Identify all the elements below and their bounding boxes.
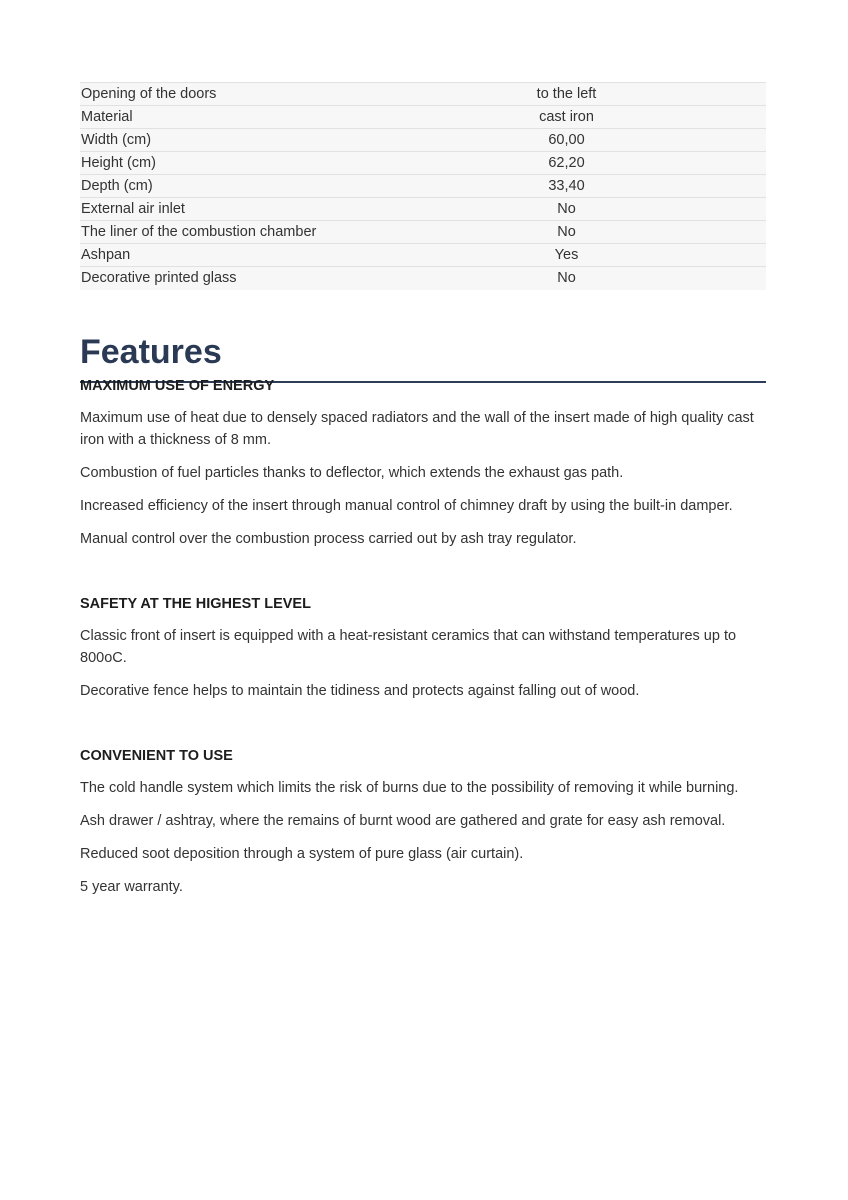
- spec-value: Yes: [554, 246, 579, 263]
- spec-label: Width (cm): [81, 131, 152, 148]
- feature-section-energy: [80, 374, 766, 550]
- spec-value: cast iron: [539, 108, 594, 125]
- feature-paragraph: Combustion of fuel particles thanks to deflector, which extends the exhaust gas path.: [80, 465, 624, 481]
- feature-paragraph: Classic front of insert is equipped with a heat-resistant ceramics that can withstand temperatures up to 800oC.: [80, 628, 737, 666]
- section-title: MAXIMUM USE OF ENERGY: [80, 378, 275, 394]
- table-row: [80, 244, 766, 267]
- feature-section-convenience: [80, 744, 766, 898]
- spec-label: Ashpan: [81, 246, 131, 263]
- feature-paragraph: Decorative fence helps to maintain the tidiness and protects against falling out of wood.: [80, 683, 640, 699]
- table-row: [80, 198, 766, 221]
- feature-paragraph: Increased efficiency of the insert through manual control of chimney draft by using the built-in damper.: [80, 498, 733, 514]
- feature-paragraph: Ash drawer / ashtray, where the remains of burnt wood are gathered and grate for easy ash removal.: [80, 813, 726, 829]
- spec-value: 33,40: [548, 177, 585, 194]
- spec-label: Opening of the doors: [81, 85, 217, 102]
- feature-section-safety: [80, 592, 766, 702]
- table-row: [80, 129, 766, 152]
- spec-value: to the left: [536, 85, 597, 102]
- section-title: CONVENIENT TO USE: [80, 748, 233, 764]
- table-row: [80, 152, 766, 175]
- spec-label: Material: [81, 108, 133, 125]
- spec-label: Depth (cm): [81, 177, 153, 194]
- spec-label: External air inlet: [81, 200, 185, 217]
- feature-paragraph: 5 year warranty.: [80, 879, 183, 895]
- specifications-table: [80, 82, 766, 290]
- spec-value: 62,20: [548, 154, 585, 171]
- spec-label: Height (cm): [81, 154, 156, 171]
- features-content: [80, 374, 766, 940]
- table-row: [80, 221, 766, 244]
- spec-value: No: [557, 269, 576, 286]
- feature-paragraph: Manual control over the combustion process carried out by ash tray regulator.: [80, 531, 577, 547]
- feature-paragraph: Maximum use of heat due to densely spaced radiators and the wall of the insert made of high quality cast iron with a thickness of 8 mm.: [80, 410, 754, 448]
- spec-label: Decorative printed glass: [81, 269, 237, 286]
- feature-paragraph: The cold handle system which limits the risk of burns due to the possibility of removing it while burning.: [80, 780, 739, 796]
- spec-value: 60,00: [548, 131, 585, 148]
- table-row: [80, 83, 766, 106]
- table-row: [80, 106, 766, 129]
- spec-value: No: [557, 200, 576, 217]
- section-title: SAFETY AT THE HIGHEST LEVEL: [80, 596, 311, 612]
- spec-label: The liner of the combustion chamber: [81, 223, 317, 240]
- table-row: [80, 267, 766, 290]
- table-row: [80, 175, 766, 198]
- features-heading: Features: [80, 330, 766, 383]
- spec-value: No: [557, 223, 576, 240]
- feature-paragraph: Reduced soot deposition through a system of pure glass (air curtain).: [80, 846, 524, 862]
